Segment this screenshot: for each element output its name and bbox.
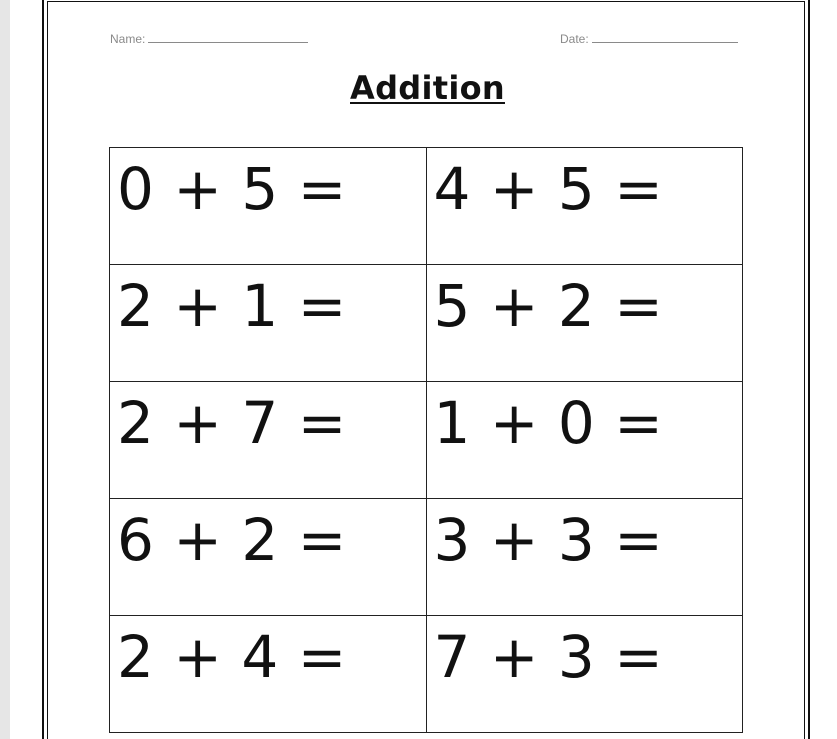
problem-text: 2 + 7 = <box>117 389 347 457</box>
problem-cell <box>426 616 743 733</box>
problem-text: 6 + 2 = <box>117 506 347 574</box>
date-label: Date: <box>560 32 589 46</box>
problem-cell <box>426 499 743 616</box>
name-label: Name: <box>110 32 146 46</box>
problem-text: 1 + 0 = <box>433 389 664 457</box>
right-gutter <box>825 0 837 739</box>
date-field <box>560 31 738 46</box>
problem-cell <box>110 499 427 616</box>
problem-text: 0 + 5 = <box>117 155 347 223</box>
problem-cell <box>426 382 743 499</box>
table-row <box>110 265 743 382</box>
problem-cell <box>110 148 427 265</box>
name-field <box>110 31 308 46</box>
worksheet-page <box>10 0 825 739</box>
problem-text: 5 + 2 = <box>433 272 664 340</box>
date-blank-line <box>592 31 738 43</box>
table-row <box>110 499 743 616</box>
problem-cell <box>426 265 743 382</box>
problem-cell <box>426 148 743 265</box>
problem-cell <box>110 616 427 733</box>
left-gutter <box>0 0 10 739</box>
problem-text: 3 + 3 = <box>433 506 664 574</box>
table-row <box>110 382 743 499</box>
problem-cell <box>110 265 427 382</box>
problem-text: 2 + 4 = <box>117 623 347 691</box>
name-blank-line <box>148 31 308 43</box>
problem-cell <box>110 382 427 499</box>
problems-table <box>109 147 743 733</box>
problem-text: 2 + 1 = <box>117 272 347 340</box>
problem-text: 7 + 3 = <box>433 623 664 691</box>
table-row <box>110 616 743 733</box>
page-title <box>10 69 825 107</box>
table-row <box>110 148 743 265</box>
title-text: Addition <box>350 69 505 107</box>
problem-text: 4 + 5 = <box>433 155 664 223</box>
